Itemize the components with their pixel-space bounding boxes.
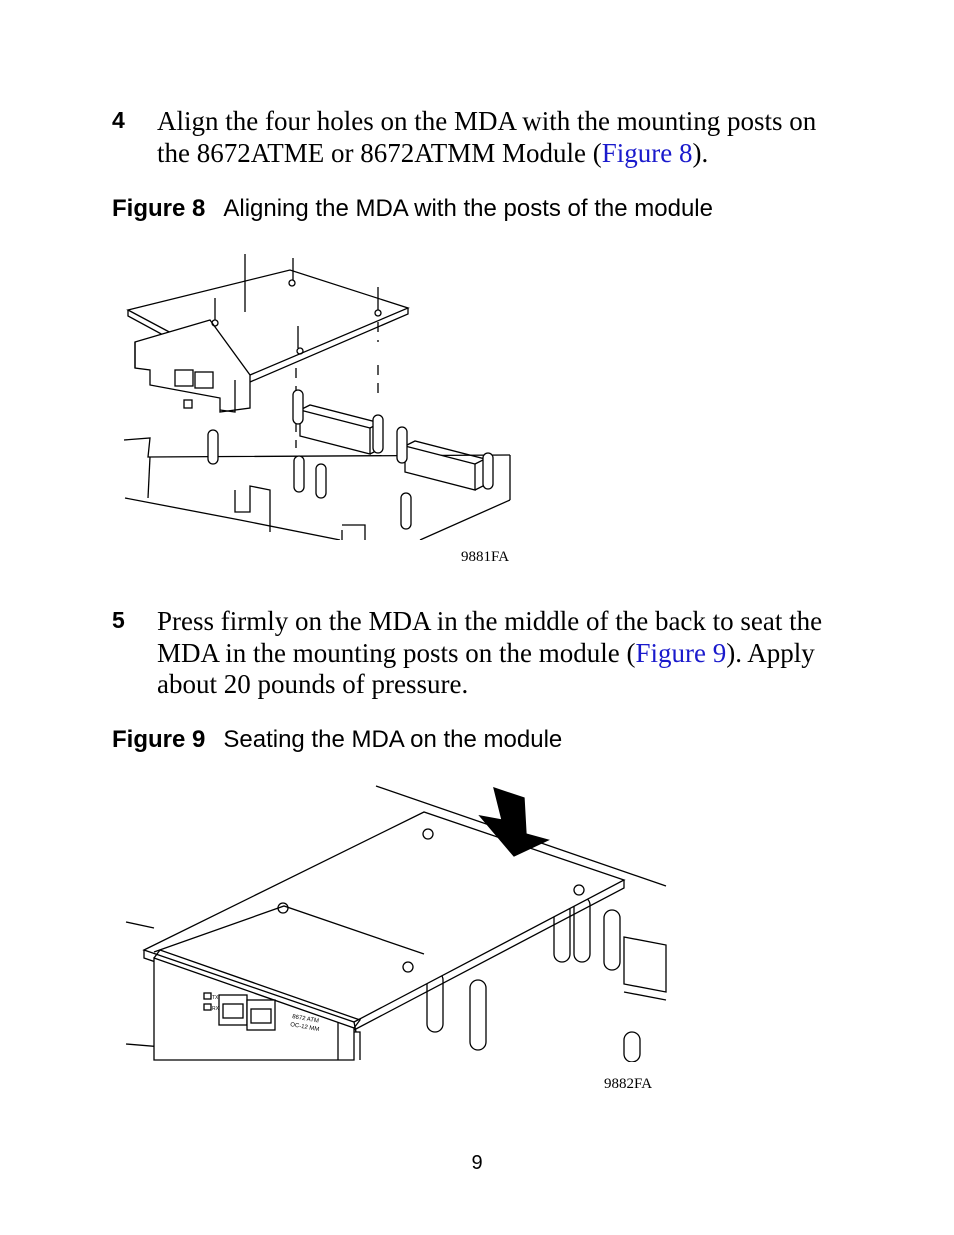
figure-8-link[interactable]: Figure 8 xyxy=(601,137,693,168)
tx-label: TX xyxy=(212,995,219,1001)
rx-label: RX xyxy=(212,1006,219,1012)
figure-8-caption xyxy=(112,195,713,223)
model-label-line2: OC-12 MM xyxy=(289,1022,320,1034)
page-number: 9 xyxy=(471,1152,483,1174)
step-text: Align the four holes on the MDA with the mounting posts on the 8672ATME or 8672ATMM Module (Figure 8). xyxy=(157,106,817,168)
figure-9-illustration xyxy=(124,782,669,1062)
step-number: 4 xyxy=(112,107,125,133)
model-label-line1: 8672 ATM xyxy=(291,1014,320,1025)
figure-8-art-code: 9881FA xyxy=(461,549,510,565)
figure-9-caption xyxy=(112,726,562,754)
step-number: 5 xyxy=(112,607,125,633)
step-text: Press firmly on the MDA in the middle of the back to seat the MDA in the mounting posts on the module (Figure 9). Apply about 20 pounds of pressure. xyxy=(157,606,823,699)
figure-9-art-code: 9882FA xyxy=(604,1076,653,1092)
figure-8-illustration xyxy=(120,250,520,540)
figure-9-link[interactable]: Figure 9 xyxy=(635,637,727,668)
figure-title: Seating the MDA on the module xyxy=(223,726,563,753)
figure-title: Aligning the MDA with the posts of the module xyxy=(223,195,713,222)
figure-number: Figure 8 xyxy=(112,195,206,222)
figure-number: Figure 9 xyxy=(112,726,206,753)
